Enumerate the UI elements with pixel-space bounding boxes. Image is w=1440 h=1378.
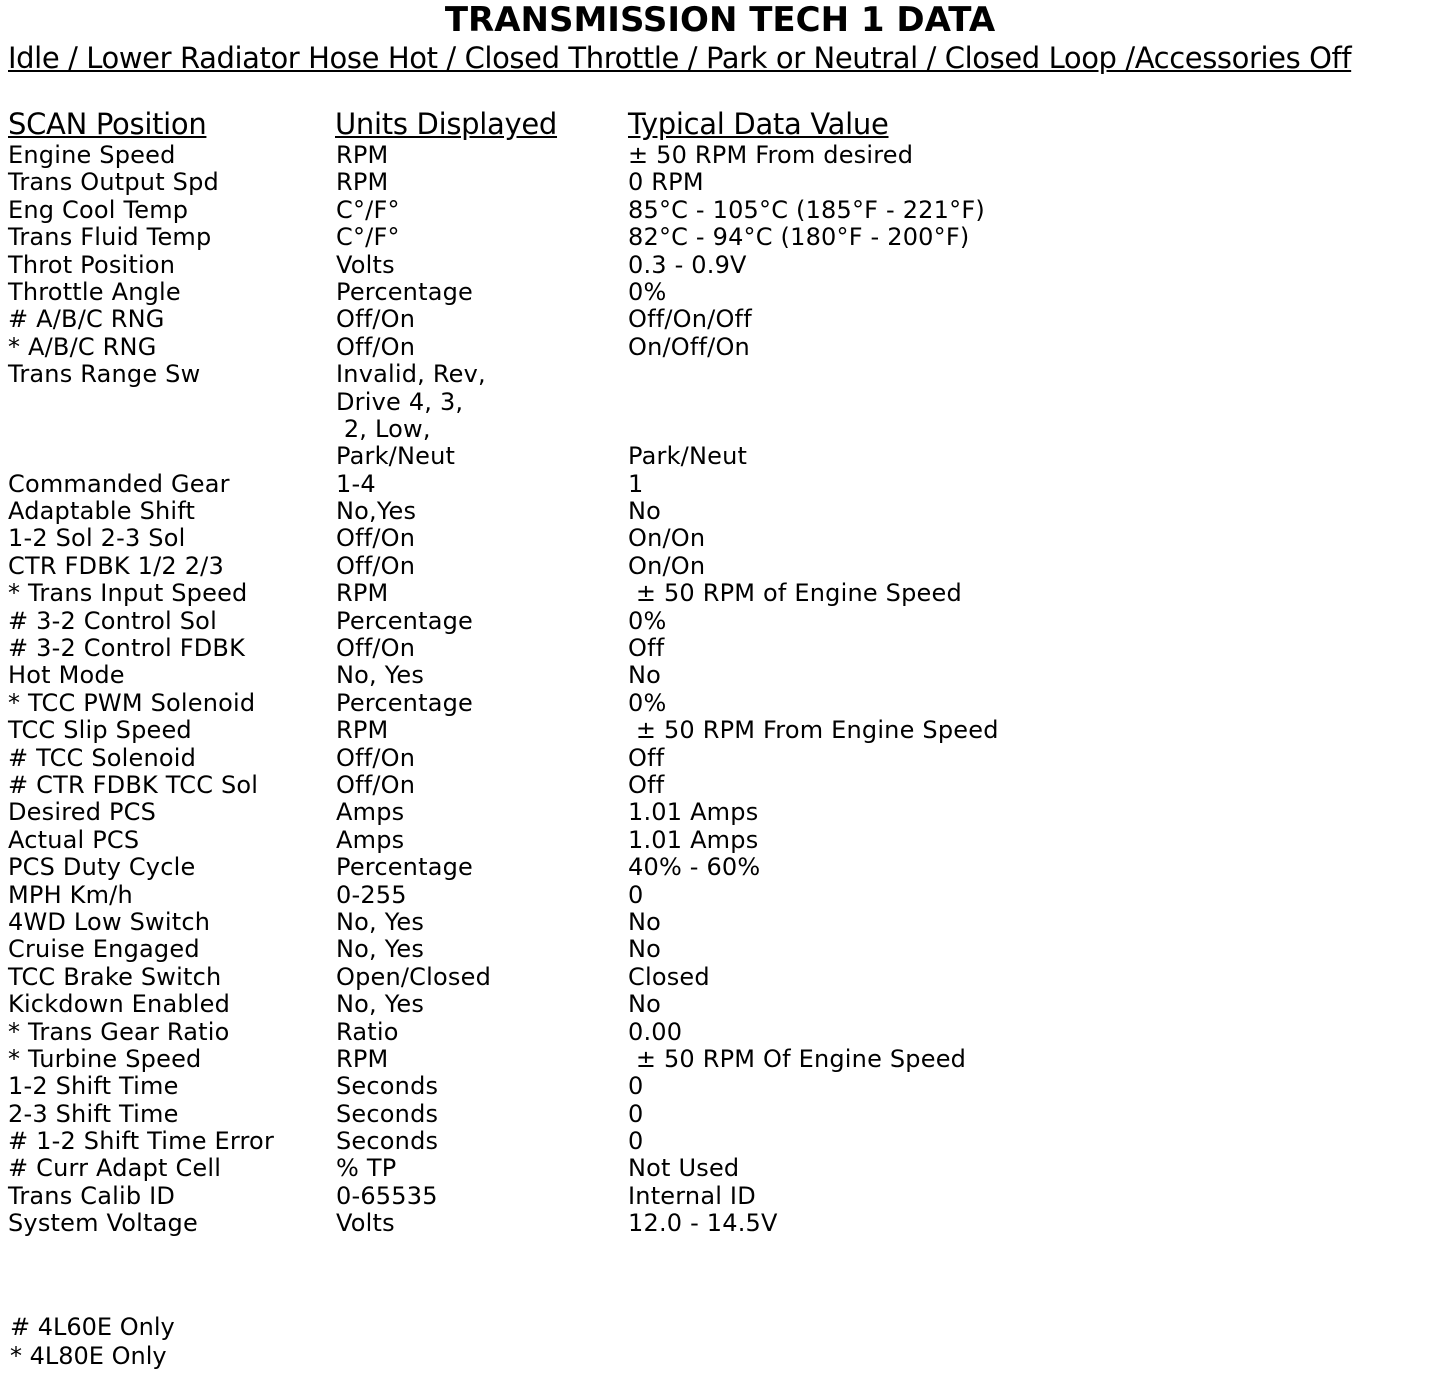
typical-value-cell: Off xyxy=(628,743,665,772)
units-cell: No, Yes xyxy=(336,935,425,964)
scan-position-cell: Engine Speed xyxy=(8,141,176,169)
typical-value-cell: 0% xyxy=(628,606,667,635)
table-row xyxy=(0,525,1440,552)
units-cell: Off/On xyxy=(336,305,416,334)
header-typical-value: Typical Data Value xyxy=(628,107,889,141)
typical-value-cell: No xyxy=(628,497,662,526)
scan-position-cell: # 3-2 Control Sol xyxy=(8,606,217,635)
typical-value-cell: 85°C - 105°C (185°F - 221°F) xyxy=(628,195,985,224)
units-cell: Percentage xyxy=(336,606,474,635)
scan-position-cell: MPH Km/h xyxy=(8,880,133,909)
table-row xyxy=(0,635,1440,662)
table-row xyxy=(0,827,1440,854)
table-row xyxy=(0,443,1440,470)
scan-position-cell: # 1-2 Shift Time Error xyxy=(8,1127,275,1156)
units-cell: Seconds xyxy=(336,1127,439,1156)
typical-value-cell: 1.01 Amps xyxy=(628,798,759,827)
table-row xyxy=(0,1019,1440,1046)
table-row xyxy=(0,361,1440,388)
typical-value-cell: 1 xyxy=(628,469,644,498)
footnote-4l80e: * 4L80E Only xyxy=(10,1342,167,1370)
units-cell: Open/Closed xyxy=(336,962,492,991)
typical-value-cell: 12.0 - 14.5V xyxy=(628,1209,778,1238)
units-cell: No,Yes xyxy=(336,497,417,526)
units-cell: 1-4 xyxy=(336,469,376,498)
table-row xyxy=(0,1155,1440,1182)
units-cell: RPM xyxy=(336,579,389,608)
header-scan-position: SCAN Position xyxy=(8,107,207,141)
scan-position-cell: CTR FDBK 1/2 2/3 xyxy=(8,551,224,580)
table-row xyxy=(0,964,1440,991)
table-row xyxy=(0,197,1440,224)
scan-position-cell: TCC Slip Speed xyxy=(8,716,192,745)
units-cell: Seconds xyxy=(336,1072,439,1101)
units-cell: Park/Neut xyxy=(336,442,456,471)
typical-value-cell: 1.01 Amps xyxy=(628,825,759,854)
scan-position-cell: Kickdown Enabled xyxy=(8,990,231,1019)
table-row xyxy=(0,1183,1440,1210)
typical-value-cell: Not Used xyxy=(628,1154,740,1183)
scan-position-cell: Hot Mode xyxy=(8,661,125,690)
units-cell: Off/On xyxy=(336,743,416,772)
scan-position-cell: 1-2 Shift Time xyxy=(8,1072,179,1101)
units-cell: Amps xyxy=(336,825,405,854)
typical-value-cell: ± 50 RPM Of Engine Speed xyxy=(628,1044,967,1073)
units-cell: Volts xyxy=(336,250,395,279)
typical-value-cell: Off/On/Off xyxy=(628,305,752,334)
units-cell: No, Yes xyxy=(336,907,425,936)
typical-value-cell: Park/Neut xyxy=(628,442,748,471)
table-row xyxy=(0,224,1440,251)
typical-value-cell: On/On xyxy=(628,551,706,580)
scan-position-cell: TCC Brake Switch xyxy=(8,962,222,991)
typical-value-cell: On/Off/On xyxy=(628,332,750,361)
units-cell: RPM xyxy=(336,168,389,197)
footnotes xyxy=(10,1313,175,1371)
table-row xyxy=(0,608,1440,635)
scan-position-cell: * Trans Gear Ratio xyxy=(8,1017,230,1046)
units-cell: 0-65535 xyxy=(336,1181,438,1210)
scan-position-cell: PCS Duty Cycle xyxy=(8,853,196,882)
table-row xyxy=(0,799,1440,826)
typical-value-cell: 0% xyxy=(628,277,667,306)
scan-position-cell: 2-3 Shift Time xyxy=(8,1099,179,1128)
units-cell: Volts xyxy=(336,1209,395,1238)
table-row xyxy=(0,936,1440,963)
table-row xyxy=(0,1128,1440,1155)
scan-position-cell: Commanded Gear xyxy=(8,469,230,498)
units-cell: RPM xyxy=(336,716,389,745)
typical-value-cell: Closed xyxy=(628,962,710,991)
scan-position-cell: Trans Output Spd xyxy=(8,168,219,197)
units-cell: Off/On xyxy=(336,770,416,799)
units-cell: RPM xyxy=(336,1044,389,1073)
units-cell: Off/On xyxy=(336,332,416,361)
scan-position-cell: * TCC PWM Solenoid xyxy=(8,688,256,717)
units-cell: Invalid, Rev, xyxy=(336,360,486,389)
scan-position-cell: Throt Position xyxy=(8,250,176,279)
scan-position-cell: Trans Range Sw xyxy=(8,360,201,389)
typical-value-cell: 0 xyxy=(628,1127,644,1156)
typical-value-cell: No xyxy=(628,661,662,690)
scan-position-cell: Cruise Engaged xyxy=(8,935,200,964)
table-row xyxy=(0,1046,1440,1073)
typical-value-cell: On/On xyxy=(628,524,706,553)
table-row xyxy=(0,553,1440,580)
typical-value-cell: ± 50 RPM of Engine Speed xyxy=(628,579,962,608)
units-cell: No, Yes xyxy=(336,990,425,1019)
table-row xyxy=(0,279,1440,306)
table-row xyxy=(0,1101,1440,1128)
scan-position-cell: # A/B/C RNG xyxy=(8,305,165,334)
page-subtitle: Idle / Lower Radiator Hose Hot / Closed Throttle / Park or Neutral / Closed Loop /Accessories Off xyxy=(8,41,1352,75)
units-cell: Ratio xyxy=(336,1017,399,1046)
typical-value-cell: 0% xyxy=(628,688,667,717)
scan-position-cell: * A/B/C RNG xyxy=(8,332,157,361)
table-row xyxy=(0,1073,1440,1100)
typical-value-cell: No xyxy=(628,907,662,936)
scan-position-cell: Throttle Angle xyxy=(8,277,181,306)
table-row xyxy=(0,498,1440,525)
footnote-4l60e: # 4L60E Only xyxy=(10,1313,175,1341)
units-cell: Percentage xyxy=(336,277,474,306)
typical-value-cell: 0 RPM xyxy=(628,168,704,197)
table-row xyxy=(0,717,1440,744)
units-cell: Percentage xyxy=(336,688,474,717)
scan-position-cell: # 3-2 Control FDBK xyxy=(8,634,246,663)
table-row xyxy=(0,252,1440,279)
units-cell: % TP xyxy=(336,1154,397,1183)
typical-value-cell: 0.3 - 0.9V xyxy=(628,250,747,279)
table-row xyxy=(0,662,1440,689)
table-row xyxy=(0,909,1440,936)
scan-position-cell: Trans Calib ID xyxy=(8,1181,176,1210)
table-row xyxy=(0,1210,1440,1237)
table-row xyxy=(0,580,1440,607)
table-row xyxy=(0,772,1440,799)
scan-position-cell: 4WD Low Switch xyxy=(8,907,211,936)
page-title: TRANSMISSION TECH 1 DATA xyxy=(444,0,996,40)
typical-value-cell: ± 50 RPM From desired xyxy=(628,141,914,169)
typical-value-cell: 82°C - 94°C (180°F - 200°F) xyxy=(628,223,970,252)
typical-value-cell: ± 50 RPM From Engine Speed xyxy=(628,716,999,745)
units-cell: RPM xyxy=(336,141,389,169)
units-cell: Off/On xyxy=(336,524,416,553)
table-row xyxy=(0,882,1440,909)
scan-position-cell: # TCC Solenoid xyxy=(8,743,197,772)
scan-position-cell: System Voltage xyxy=(8,1209,198,1238)
scan-position-cell: * Turbine Speed xyxy=(8,1044,202,1073)
units-cell: C°/F° xyxy=(336,223,400,252)
typical-value-cell: 0 xyxy=(628,1072,644,1101)
scan-position-cell: # Curr Adapt Cell xyxy=(8,1154,222,1183)
typical-value-cell: 0 xyxy=(628,880,644,909)
typical-value-cell: 0.00 xyxy=(628,1017,683,1046)
table-row xyxy=(0,991,1440,1018)
typical-value-cell: No xyxy=(628,935,662,964)
units-cell: 2, Low, xyxy=(336,414,431,443)
table-row xyxy=(0,334,1440,361)
units-cell: Seconds xyxy=(336,1099,439,1128)
units-cell: Amps xyxy=(336,798,405,827)
units-cell: Percentage xyxy=(336,853,474,882)
typical-value-cell: 0 xyxy=(628,1099,644,1128)
typical-value-cell: Off xyxy=(628,770,665,799)
table-row xyxy=(0,389,1440,416)
units-cell: No, Yes xyxy=(336,661,425,690)
units-cell: Off/On xyxy=(336,551,416,580)
header-units-displayed: Units Displayed xyxy=(335,107,558,141)
table-row xyxy=(0,745,1440,772)
typical-value-cell: No xyxy=(628,990,662,1019)
scan-position-cell: Eng Cool Temp xyxy=(8,195,189,224)
table-row xyxy=(0,142,1440,169)
scan-position-cell: Adaptable Shift xyxy=(8,497,196,526)
table-row xyxy=(0,854,1440,881)
scan-position-cell: 1-2 Sol 2-3 Sol xyxy=(8,524,186,553)
table-row xyxy=(0,471,1440,498)
typical-value-cell: 40% - 60% xyxy=(628,853,761,882)
units-cell: 0-255 xyxy=(336,880,407,909)
units-cell: Off/On xyxy=(336,634,416,663)
table-row xyxy=(0,690,1440,717)
typical-value-cell: Off xyxy=(628,634,665,663)
scan-position-cell: # CTR FDBK TCC Sol xyxy=(8,770,259,799)
scan-position-cell: Actual PCS xyxy=(8,825,140,854)
units-cell: Drive 4, 3, xyxy=(336,387,464,416)
scan-position-cell: * Trans Input Speed xyxy=(8,579,248,608)
table-row xyxy=(0,169,1440,196)
data-table xyxy=(0,142,1440,1238)
typical-value-cell: Internal ID xyxy=(628,1181,756,1210)
scan-position-cell: Desired PCS xyxy=(8,798,157,827)
units-cell: C°/F° xyxy=(336,195,400,224)
table-row xyxy=(0,416,1440,443)
scan-position-cell: Trans Fluid Temp xyxy=(8,223,212,252)
table-row xyxy=(0,306,1440,333)
